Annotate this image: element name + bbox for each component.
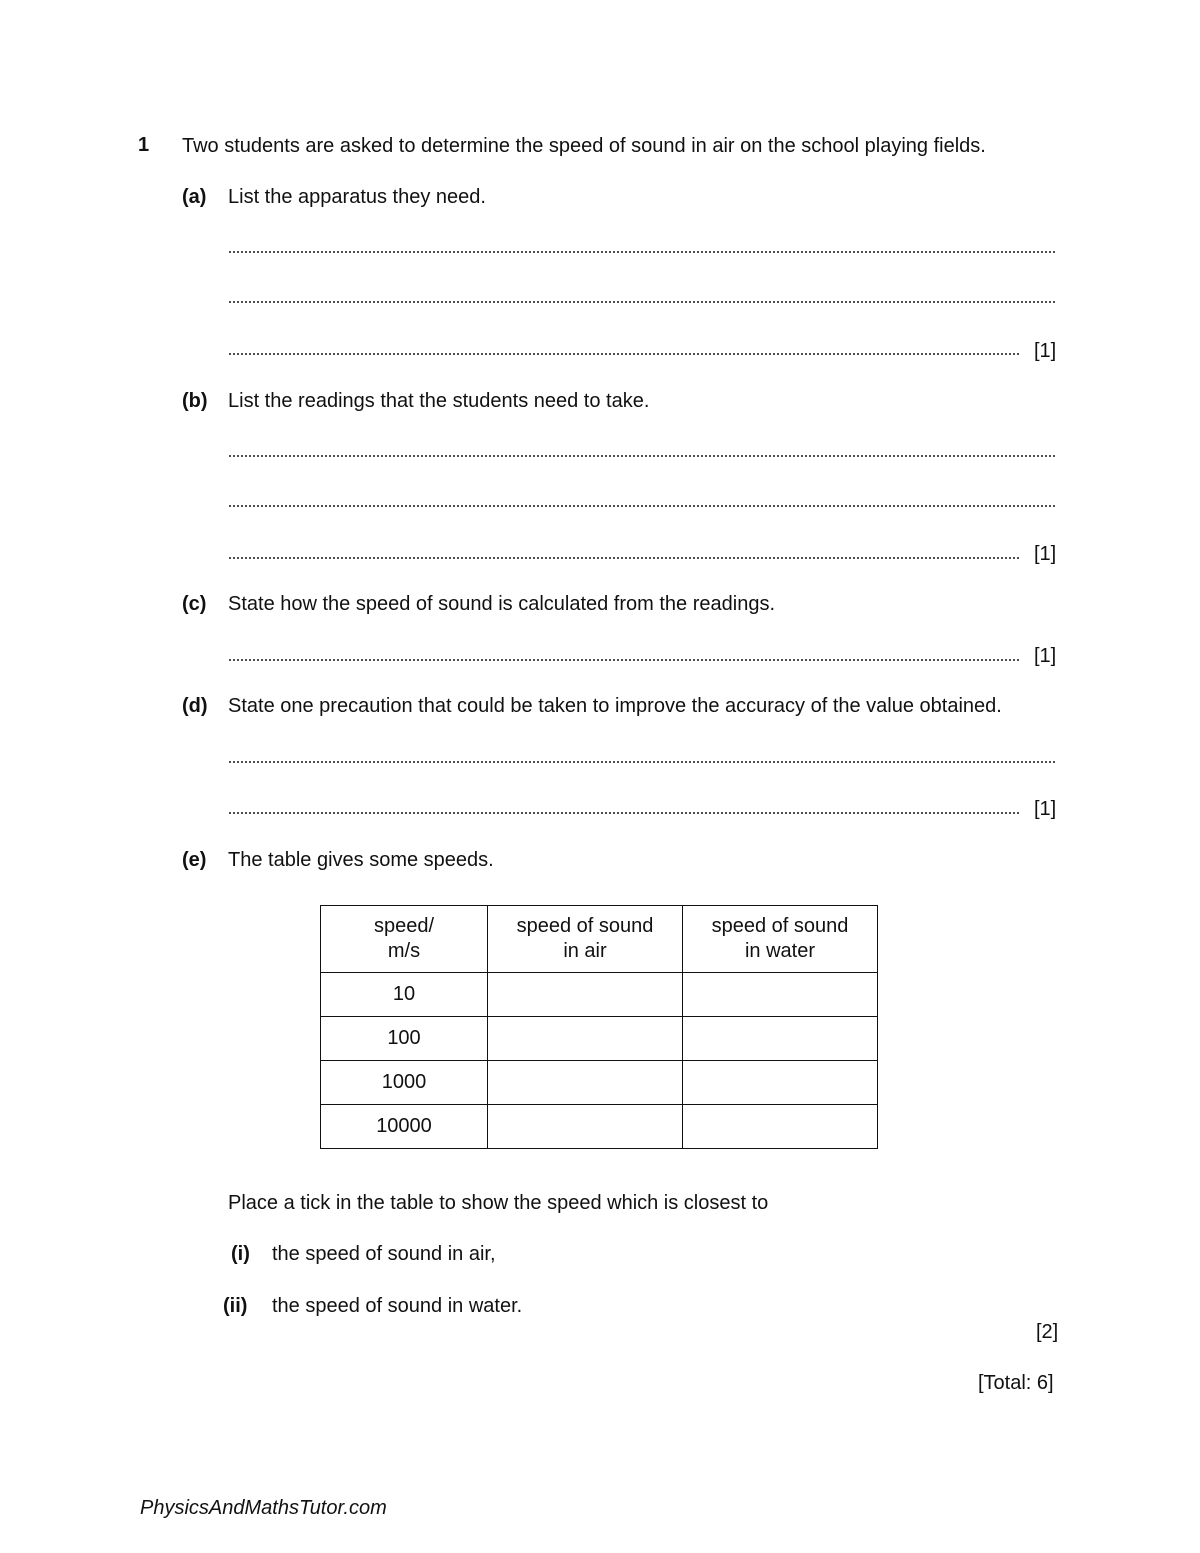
total-mark: [Total: 6]	[978, 1372, 1054, 1394]
header-water	[683, 906, 878, 973]
table-row	[321, 973, 878, 1017]
part-b-mark: [1]	[1034, 543, 1057, 565]
air-tick-cell[interactable]	[488, 1105, 683, 1149]
header-speed-line2: m/s	[387, 940, 421, 962]
part-d-label: (d)	[182, 695, 208, 717]
header-water-line2: in water	[744, 940, 816, 962]
answer-line-b2[interactable]	[228, 504, 1056, 508]
table-row	[321, 1061, 878, 1105]
water-tick-cell[interactable]	[683, 1061, 878, 1105]
part-c-text: State how the speed of sound is calculated from the readings.	[228, 593, 776, 615]
footer-site-name: PhysicsAndMathsTutor.com	[140, 1497, 387, 1519]
tick-instruction: Place a tick in the table to show the speed which is closest to	[228, 1192, 769, 1214]
answer-line-d2[interactable]	[228, 811, 1020, 815]
header-water-line1: speed of sound	[711, 915, 849, 937]
header-air-line2: in air	[563, 940, 607, 962]
answer-line-a2[interactable]	[228, 300, 1056, 304]
part-e-label: (e)	[182, 849, 207, 871]
water-tick-cell[interactable]	[683, 973, 878, 1017]
table-row	[321, 1105, 878, 1149]
subpart-i-label: (i)	[231, 1243, 250, 1265]
part-c-mark: [1]	[1034, 645, 1057, 667]
part-b-label: (b)	[182, 390, 208, 412]
part-a-mark: [1]	[1034, 340, 1057, 362]
answer-line-b1[interactable]	[228, 454, 1056, 458]
header-speed	[321, 906, 488, 973]
question-number: 1	[138, 134, 150, 156]
question-text: Two students are asked to determine the speed of sound in air on the school playing fields.	[182, 135, 986, 157]
header-speed-line1: speed/	[373, 915, 435, 937]
part-e-text: The table gives some speeds.	[228, 849, 494, 871]
part-a-label: (a)	[182, 186, 207, 208]
water-tick-cell[interactable]	[683, 1017, 878, 1061]
air-tick-cell[interactable]	[488, 1017, 683, 1061]
water-tick-cell[interactable]	[683, 1105, 878, 1149]
part-e-mark: [2]	[1036, 1321, 1059, 1343]
speed-cell: 10	[321, 973, 488, 1017]
answer-line-a3[interactable]	[228, 352, 1020, 356]
speeds-table	[320, 905, 878, 1149]
header-air-line1: speed of sound	[516, 915, 654, 937]
part-d-mark: [1]	[1034, 798, 1057, 820]
speed-cell: 1000	[321, 1061, 488, 1105]
part-c-label: (c)	[182, 593, 207, 615]
subpart-i-text: the speed of sound in air,	[272, 1243, 496, 1265]
answer-line-c1[interactable]	[228, 658, 1020, 662]
header-air	[488, 906, 683, 973]
part-d-text: State one precaution that could be taken to improve the accuracy of the value obtained.	[228, 695, 1002, 717]
table-header-row	[321, 906, 878, 973]
table-row	[321, 1017, 878, 1061]
speed-cell: 100	[321, 1017, 488, 1061]
subpart-ii-text: the speed of sound in water.	[272, 1295, 523, 1317]
part-b-text: List the readings that the students need to take.	[228, 390, 650, 412]
answer-line-b3[interactable]	[228, 556, 1020, 560]
speed-cell: 10000	[321, 1105, 488, 1149]
answer-line-d1[interactable]	[228, 760, 1056, 764]
subpart-ii-label: (ii)	[223, 1295, 248, 1317]
part-a-text: List the apparatus they need.	[228, 186, 486, 208]
air-tick-cell[interactable]	[488, 1061, 683, 1105]
air-tick-cell[interactable]	[488, 973, 683, 1017]
answer-line-a1[interactable]	[228, 250, 1056, 254]
